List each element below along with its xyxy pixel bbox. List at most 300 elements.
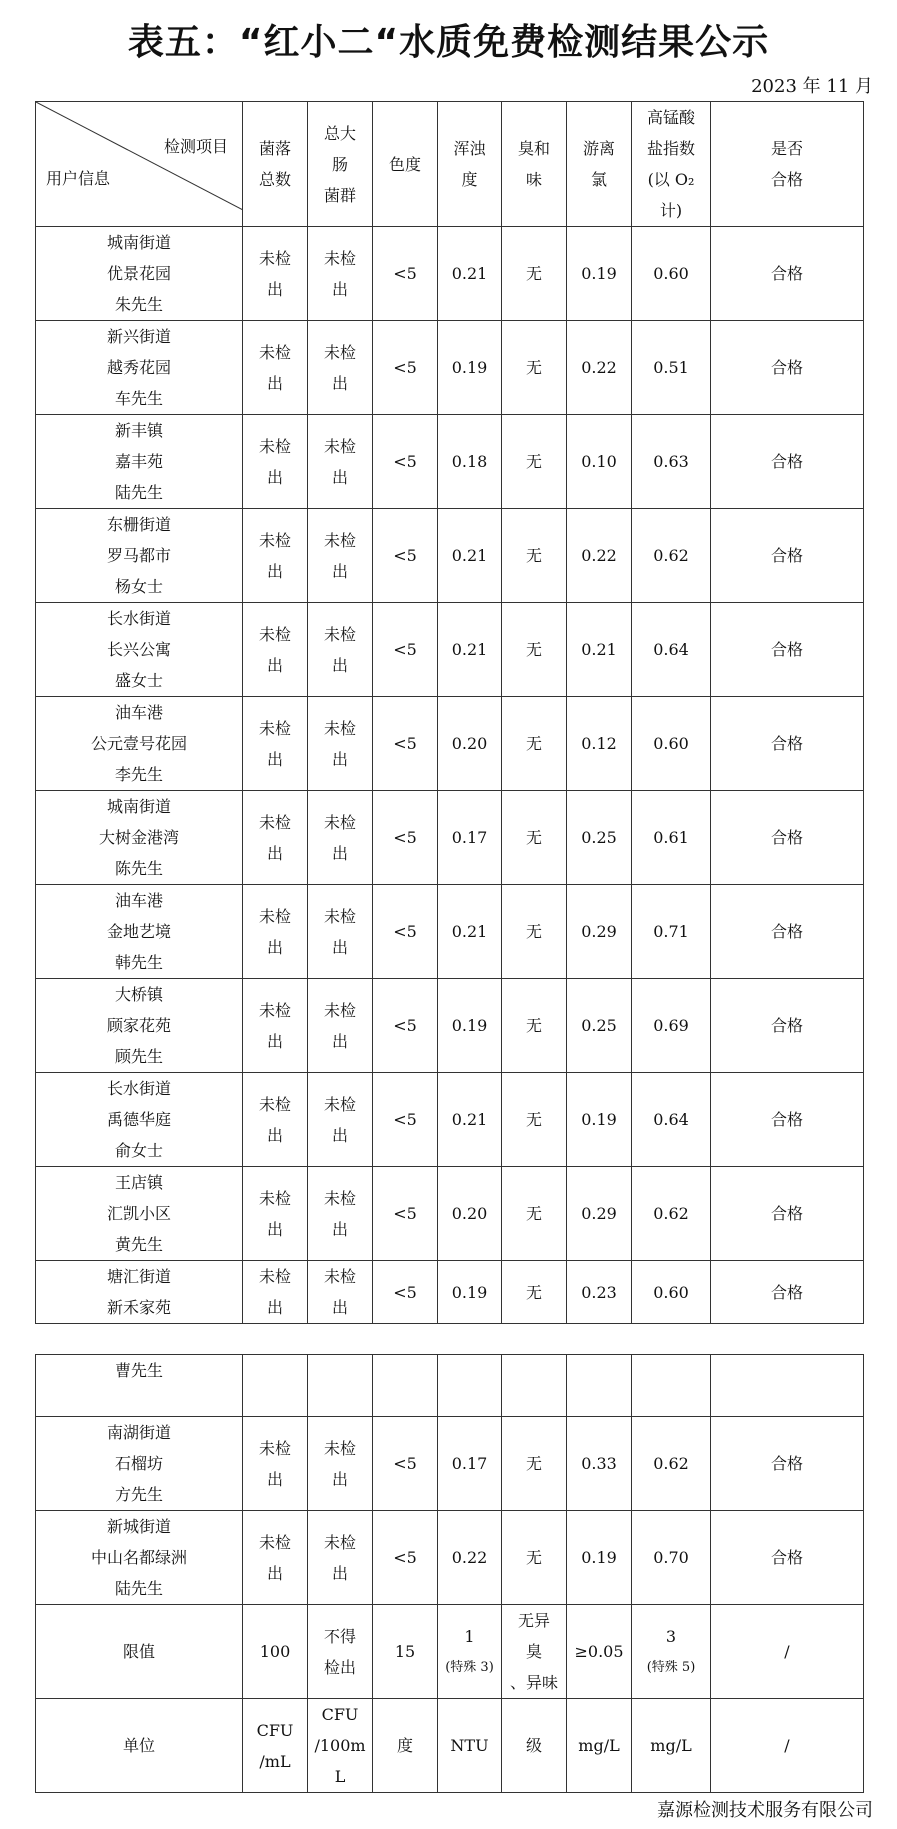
limit-turbidity xyxy=(438,1605,502,1699)
coliform-cell xyxy=(308,603,373,697)
coliform-cell-line: 出 xyxy=(331,1563,348,1583)
table-row xyxy=(36,1073,864,1167)
coliform-cell-line: 未检 xyxy=(323,1188,356,1208)
coliform-cell-line: 出 xyxy=(331,1298,348,1317)
user-info-cell-line: 陆先生 xyxy=(114,483,163,502)
user-info-cell-line: 城南街道 xyxy=(106,797,171,816)
coliform-cell-line: 未检 xyxy=(323,1438,356,1458)
header-odor-line: 臭和 xyxy=(517,139,550,158)
chlorine-cell: 0.23 xyxy=(567,1261,632,1324)
color-cell: <5 xyxy=(373,697,438,791)
odor-cell xyxy=(502,1355,567,1417)
chlorine-cell: 0.25 xyxy=(567,979,632,1073)
turbidity-cell xyxy=(438,1355,502,1417)
report-date: 2023 年 11 月 xyxy=(751,76,873,97)
odor-cell: 无 xyxy=(502,697,567,791)
user-info-cell xyxy=(36,227,243,321)
table-row xyxy=(36,791,864,885)
header-pass-line: 是否 xyxy=(770,139,803,158)
user-info-cell-line: 塘汇街道 xyxy=(106,1267,171,1286)
unit-pass: / xyxy=(711,1699,864,1793)
user-info-cell xyxy=(36,697,243,791)
permanganate-cell xyxy=(632,1355,711,1417)
color-cell: <5 xyxy=(373,1073,438,1167)
header-permanganate-line: (以 O₂ xyxy=(647,170,695,189)
odor-cell: 无 xyxy=(502,415,567,509)
table-row xyxy=(36,415,864,509)
limit-turbidity-value: 1 xyxy=(464,1626,475,1646)
coliform-cell-line: 出 xyxy=(331,1031,348,1051)
pass-cell: 合格 xyxy=(711,697,864,791)
user-info-cell-line: 越秀花园 xyxy=(106,358,171,377)
coliform-cell xyxy=(308,791,373,885)
chlorine-cell: 0.25 xyxy=(567,791,632,885)
odor-cell: 无 xyxy=(502,1417,567,1511)
limit-odor-line: 无异 xyxy=(517,1611,550,1630)
bacteria-cell xyxy=(243,1073,308,1167)
user-info-cell xyxy=(36,979,243,1073)
header-coliform-line: 肠 xyxy=(331,154,348,174)
coliform-cell xyxy=(308,979,373,1073)
user-info-cell-line: 金地艺境 xyxy=(106,922,171,941)
user-info-cell-line: 油车港 xyxy=(114,891,163,910)
bacteria-cell-line: 出 xyxy=(266,561,283,581)
bacteria-cell xyxy=(243,1511,308,1605)
header-bacteria xyxy=(243,102,308,227)
user-info-cell-line: 长水街道 xyxy=(106,609,171,628)
bacteria-cell-line: 出 xyxy=(266,467,283,487)
user-info-cell-line: 俞女士 xyxy=(114,1141,163,1160)
unit-odor: 级 xyxy=(502,1699,567,1793)
bacteria-cell xyxy=(243,1167,308,1261)
bacteria-cell xyxy=(243,509,308,603)
color-cell: <5 xyxy=(373,979,438,1073)
coliform-cell xyxy=(308,415,373,509)
header-color-line: 色度 xyxy=(388,154,421,174)
odor-cell: 无 xyxy=(502,321,567,415)
bacteria-cell-line: 未检 xyxy=(258,1094,291,1114)
limit-coliform-line: 检出 xyxy=(323,1657,356,1677)
bacteria-cell-line: 未检 xyxy=(258,624,291,644)
user-info-cell xyxy=(36,415,243,509)
user-info-cell xyxy=(36,1355,243,1417)
header-pass xyxy=(711,102,864,227)
turbidity-cell: 0.21 xyxy=(438,603,502,697)
user-info-cell-line: 石榴坊 xyxy=(114,1454,163,1473)
coliform-cell-line: 未检 xyxy=(323,812,356,832)
bacteria-cell-line: 出 xyxy=(266,1219,283,1239)
bacteria-cell-line: 出 xyxy=(266,1031,283,1051)
header-bacteria-line: 菌落 xyxy=(258,139,291,158)
permanganate-cell: 0.69 xyxy=(632,979,711,1073)
user-info-cell xyxy=(36,321,243,415)
company-name: 嘉源检测技术服务有限公司 xyxy=(657,1800,873,1821)
permanganate-cell: 0.60 xyxy=(632,227,711,321)
bacteria-cell-line: 未检 xyxy=(258,906,291,926)
coliform-cell xyxy=(308,321,373,415)
coliform-cell-line: 出 xyxy=(331,1219,348,1239)
user-info-cell xyxy=(36,791,243,885)
user-info-cell-line: 长兴公寓 xyxy=(106,640,171,659)
color-cell: <5 xyxy=(373,415,438,509)
chlorine-cell: 0.22 xyxy=(567,321,632,415)
pass-cell: 合格 xyxy=(711,321,864,415)
permanganate-cell: 0.62 xyxy=(632,1167,711,1261)
user-info-cell xyxy=(36,603,243,697)
header-turbidity-line: 度 xyxy=(461,170,478,189)
coliform-cell xyxy=(308,885,373,979)
user-info-cell-line: 东栅街道 xyxy=(106,515,171,534)
unit-coliform-line: L xyxy=(334,1767,346,1786)
color-cell: <5 xyxy=(373,603,438,697)
limit-permanganate xyxy=(632,1605,711,1699)
bacteria-cell xyxy=(243,1417,308,1511)
unit-bacteria-line: /mL xyxy=(259,1751,291,1771)
user-info-cell-line: 长水街道 xyxy=(106,1079,171,1098)
turbidity-cell: 0.22 xyxy=(438,1511,502,1605)
coliform-cell-line: 未检 xyxy=(323,1094,356,1114)
bacteria-cell-line: 未检 xyxy=(258,1438,291,1458)
bacteria-cell-line: 未检 xyxy=(258,1532,291,1552)
header-coliform-line: 总大 xyxy=(323,123,356,143)
header-permanganate-line: 计) xyxy=(659,201,683,220)
bacteria-cell xyxy=(243,885,308,979)
chlorine-cell: 0.22 xyxy=(567,509,632,603)
bacteria-cell xyxy=(243,321,308,415)
odor-cell: 无 xyxy=(502,791,567,885)
pass-cell: 合格 xyxy=(711,603,864,697)
pass-cell: 合格 xyxy=(711,1261,864,1324)
turbidity-cell: 0.20 xyxy=(438,1167,502,1261)
turbidity-cell: 0.19 xyxy=(438,979,502,1073)
user-info-cell xyxy=(36,509,243,603)
chlorine-cell: 0.12 xyxy=(567,697,632,791)
turbidity-cell: 0.18 xyxy=(438,415,502,509)
user-info-cell-line: 车先生 xyxy=(114,389,163,408)
pass-cell: 合格 xyxy=(711,1073,864,1167)
coliform-cell-line: 出 xyxy=(331,561,348,581)
user-info-cell-line: 韩先生 xyxy=(114,953,163,972)
coliform-cell-line: 未检 xyxy=(323,1532,356,1552)
pass-cell: 合格 xyxy=(711,1417,864,1511)
bacteria-cell xyxy=(243,603,308,697)
coliform-cell xyxy=(308,697,373,791)
bacteria-cell-line: 出 xyxy=(266,1125,283,1145)
unit-color: 度 xyxy=(373,1699,438,1793)
bacteria-cell xyxy=(243,415,308,509)
permanganate-cell: 0.64 xyxy=(632,1073,711,1167)
limit-pass: / xyxy=(711,1605,864,1699)
unit-coliform-line: /100m xyxy=(314,1736,366,1755)
coliform-cell-line: 出 xyxy=(331,1125,348,1145)
bacteria-cell xyxy=(243,979,308,1073)
coliform-cell-line: 出 xyxy=(331,1469,348,1489)
coliform-cell xyxy=(308,1355,373,1417)
coliform-cell-line: 未检 xyxy=(323,1267,356,1286)
bacteria-cell xyxy=(243,697,308,791)
bacteria-cell-line: 出 xyxy=(266,279,283,299)
coliform-cell-line: 未检 xyxy=(323,342,356,362)
diagonal-header-cell xyxy=(36,102,243,227)
table-row xyxy=(36,979,864,1073)
results-table-body xyxy=(36,102,864,1324)
permanganate-cell: 0.60 xyxy=(632,1261,711,1324)
turbidity-cell: 0.19 xyxy=(438,1261,502,1324)
pass-cell: 合格 xyxy=(711,979,864,1073)
limit-chlorine: ≥0.05 xyxy=(567,1605,632,1699)
user-info-cell-line: 嘉丰苑 xyxy=(114,452,163,471)
coliform-cell-line: 出 xyxy=(331,467,348,487)
table-row xyxy=(36,1261,864,1324)
bacteria-cell-line: 未检 xyxy=(258,1188,291,1208)
limit-color: 15 xyxy=(373,1605,438,1699)
pass-cell: 合格 xyxy=(711,885,864,979)
pass-cell xyxy=(711,1355,864,1417)
user-info-cell-line: 新城街道 xyxy=(106,1517,171,1536)
header-chlorine xyxy=(567,102,632,227)
bacteria-cell-line: 出 xyxy=(266,1298,283,1317)
user-info-cell-line: 油车港 xyxy=(114,703,163,722)
color-cell xyxy=(373,1355,438,1417)
chlorine-cell: 0.29 xyxy=(567,885,632,979)
coliform-cell-line: 出 xyxy=(331,279,348,299)
results-table-continued-body xyxy=(36,1355,864,1793)
header-turbidity-line: 浑浊 xyxy=(453,139,486,158)
user-info-cell-line: 汇凯小区 xyxy=(106,1204,171,1223)
odor-cell: 无 xyxy=(502,1167,567,1261)
coliform-cell xyxy=(308,509,373,603)
user-info-cell-line: 公元壹号花园 xyxy=(90,734,187,753)
bacteria-cell xyxy=(243,227,308,321)
permanganate-cell: 0.62 xyxy=(632,1417,711,1511)
header-coliform-line: 菌群 xyxy=(323,185,356,205)
user-info-cell xyxy=(36,1417,243,1511)
turbidity-cell: 0.21 xyxy=(438,885,502,979)
chlorine-cell: 0.29 xyxy=(567,1167,632,1261)
odor-cell: 无 xyxy=(502,885,567,979)
odor-cell: 无 xyxy=(502,1511,567,1605)
table-row xyxy=(36,885,864,979)
chlorine-cell: 0.19 xyxy=(567,1511,632,1605)
turbidity-cell: 0.20 xyxy=(438,697,502,791)
user-info-cell xyxy=(36,1167,243,1261)
coliform-cell-line: 未检 xyxy=(323,906,356,926)
unit-coliform xyxy=(308,1699,373,1793)
turbidity-cell: 0.17 xyxy=(438,791,502,885)
chlorine-cell xyxy=(567,1355,632,1417)
bacteria-cell xyxy=(243,1355,308,1417)
bacteria-cell-line: 未检 xyxy=(258,1267,291,1286)
turbidity-cell: 0.21 xyxy=(438,227,502,321)
coliform-cell-line: 出 xyxy=(331,749,348,769)
bacteria-cell-line: 未检 xyxy=(258,436,291,456)
chlorine-cell: 0.19 xyxy=(567,1073,632,1167)
color-cell: <5 xyxy=(373,1167,438,1261)
header-bacteria-line: 总数 xyxy=(258,170,291,189)
user-info-cell-line: 黄先生 xyxy=(114,1235,163,1254)
bacteria-cell-line: 出 xyxy=(266,1469,283,1489)
user-info-cell-line: 新丰镇 xyxy=(114,421,163,440)
unit-chlorine: mg/L xyxy=(567,1699,632,1793)
chlorine-cell: 0.33 xyxy=(567,1417,632,1511)
user-info-cell-line: 顾家花苑 xyxy=(106,1016,171,1035)
results-table-continued xyxy=(35,1354,864,1793)
header-coliform xyxy=(308,102,373,227)
coliform-cell xyxy=(308,1417,373,1511)
chlorine-cell: 0.19 xyxy=(567,227,632,321)
color-cell: <5 xyxy=(373,885,438,979)
limit-odor xyxy=(502,1605,567,1699)
bacteria-cell xyxy=(243,1261,308,1324)
permanganate-cell: 0.60 xyxy=(632,697,711,791)
user-info-cell-line: 大树金港湾 xyxy=(98,828,179,847)
turbidity-cell: 0.19 xyxy=(438,321,502,415)
permanganate-cell: 0.64 xyxy=(632,603,711,697)
user-info-cell xyxy=(36,885,243,979)
coliform-cell xyxy=(308,227,373,321)
coliform-cell-line: 出 xyxy=(331,655,348,675)
header-user-label: 用户信息 xyxy=(46,169,111,188)
color-cell: <5 xyxy=(373,791,438,885)
coliform-cell-line: 未检 xyxy=(323,718,356,738)
table-header-row xyxy=(36,102,864,227)
table-row xyxy=(36,1511,864,1605)
bacteria-cell-line: 未检 xyxy=(258,248,291,268)
odor-cell: 无 xyxy=(502,979,567,1073)
odor-cell: 无 xyxy=(502,227,567,321)
permanganate-cell: 0.70 xyxy=(632,1511,711,1605)
limit-coliform-line: 不得 xyxy=(323,1626,356,1646)
user-info-cell-line: 新兴街道 xyxy=(106,327,171,346)
color-cell: <5 xyxy=(373,1261,438,1324)
header-color xyxy=(373,102,438,227)
bacteria-cell-line: 出 xyxy=(266,1563,283,1583)
coliform-cell xyxy=(308,1073,373,1167)
user-info-cell-line: 曹先生 xyxy=(114,1361,163,1380)
limit-odor-line: 、异味 xyxy=(509,1673,558,1692)
user-info-cell-line: 陆先生 xyxy=(114,1579,163,1598)
chlorine-cell: 0.21 xyxy=(567,603,632,697)
user-info-cell-line: 大桥镇 xyxy=(114,985,163,1004)
bacteria-cell-line: 未检 xyxy=(258,1000,291,1020)
page-title: 表五：“红小二“水质免费检测结果公示 xyxy=(127,22,770,63)
pass-cell: 合格 xyxy=(711,1167,864,1261)
odor-cell: 无 xyxy=(502,1073,567,1167)
table-row xyxy=(36,321,864,415)
user-info-cell-line: 新禾家苑 xyxy=(106,1298,171,1317)
turbidity-cell: 0.21 xyxy=(438,509,502,603)
limit-bacteria: 100 xyxy=(243,1605,308,1699)
permanganate-cell: 0.61 xyxy=(632,791,711,885)
header-pass-line: 合格 xyxy=(770,170,803,189)
table-row xyxy=(36,603,864,697)
color-cell: <5 xyxy=(373,1511,438,1605)
coliform-cell-line: 未检 xyxy=(323,530,356,550)
user-info-cell-line: 朱先生 xyxy=(114,295,163,314)
table-row-continuation xyxy=(36,1355,864,1417)
bacteria-cell-line: 未检 xyxy=(258,812,291,832)
coliform-cell-line: 未检 xyxy=(323,436,356,456)
bacteria-cell-line: 出 xyxy=(266,843,283,863)
odor-cell: 无 xyxy=(502,509,567,603)
user-info-cell-line: 顾先生 xyxy=(114,1047,163,1066)
coliform-cell-line: 出 xyxy=(331,843,348,863)
user-info-cell-line: 王店镇 xyxy=(114,1173,163,1192)
color-cell: <5 xyxy=(373,321,438,415)
user-info-cell-line: 城南街道 xyxy=(106,233,171,252)
user-info-cell-line: 中山名都绿洲 xyxy=(90,1548,187,1567)
user-info-cell-line: 优景花园 xyxy=(106,264,171,283)
header-odor-line: 味 xyxy=(525,170,542,189)
bacteria-cell-line: 出 xyxy=(266,749,283,769)
color-cell: <5 xyxy=(373,227,438,321)
header-chlorine-line: 氯 xyxy=(590,170,607,189)
table-row xyxy=(36,697,864,791)
pass-cell: 合格 xyxy=(711,1511,864,1605)
unit-label: 单位 xyxy=(36,1699,243,1793)
table-row xyxy=(36,227,864,321)
chlorine-cell: 0.10 xyxy=(567,415,632,509)
bacteria-cell-line: 出 xyxy=(266,655,283,675)
pass-cell: 合格 xyxy=(711,227,864,321)
pass-cell: 合格 xyxy=(711,415,864,509)
header-odor xyxy=(502,102,567,227)
header-item-label: 检测项目 xyxy=(163,137,228,156)
unit-permanganate: mg/L xyxy=(632,1699,711,1793)
header-permanganate-line: 盐指数 xyxy=(646,139,695,158)
odor-cell: 无 xyxy=(502,603,567,697)
header-turbidity xyxy=(438,102,502,227)
user-info-cell xyxy=(36,1511,243,1605)
unit-row xyxy=(36,1699,864,1793)
diagonal-line xyxy=(36,102,243,210)
table-row xyxy=(36,509,864,603)
header-permanganate xyxy=(632,102,711,227)
coliform-cell-line: 未检 xyxy=(323,1000,356,1020)
limit-row xyxy=(36,1605,864,1699)
limit-permanganate-note: (特殊 5) xyxy=(646,1659,696,1675)
limit-label: 限值 xyxy=(36,1605,243,1699)
user-info-cell-line: 李先生 xyxy=(114,765,163,784)
user-info-cell-line: 盛女士 xyxy=(114,671,163,690)
bacteria-cell-line: 未检 xyxy=(258,342,291,362)
user-info-cell-line: 罗马都市 xyxy=(106,546,171,565)
permanganate-cell: 0.71 xyxy=(632,885,711,979)
table-row xyxy=(36,1417,864,1511)
coliform-cell-line: 未检 xyxy=(323,248,356,268)
permanganate-cell: 0.63 xyxy=(632,415,711,509)
user-info-cell-line: 禹德华庭 xyxy=(106,1110,171,1129)
user-info-cell-line: 陈先生 xyxy=(114,859,163,878)
user-info-cell-line: 杨女士 xyxy=(114,577,163,596)
user-info-cell xyxy=(36,1261,243,1324)
coliform-cell-line: 出 xyxy=(331,373,348,393)
unit-coliform-line: CFU xyxy=(321,1705,359,1724)
coliform-cell xyxy=(308,1167,373,1261)
coliform-cell xyxy=(308,1511,373,1605)
unit-turbidity: NTU xyxy=(438,1699,502,1793)
bacteria-cell xyxy=(243,791,308,885)
user-info-cell-line: 南湖街道 xyxy=(106,1423,171,1442)
bacteria-cell-line: 出 xyxy=(266,373,283,393)
bacteria-cell-line: 出 xyxy=(266,937,283,957)
limit-turbidity-note: (特殊 3) xyxy=(445,1659,494,1675)
odor-cell: 无 xyxy=(502,1261,567,1324)
unit-bacteria xyxy=(243,1699,308,1793)
permanganate-cell: 0.62 xyxy=(632,509,711,603)
color-cell: <5 xyxy=(373,509,438,603)
user-info-cell xyxy=(36,1073,243,1167)
